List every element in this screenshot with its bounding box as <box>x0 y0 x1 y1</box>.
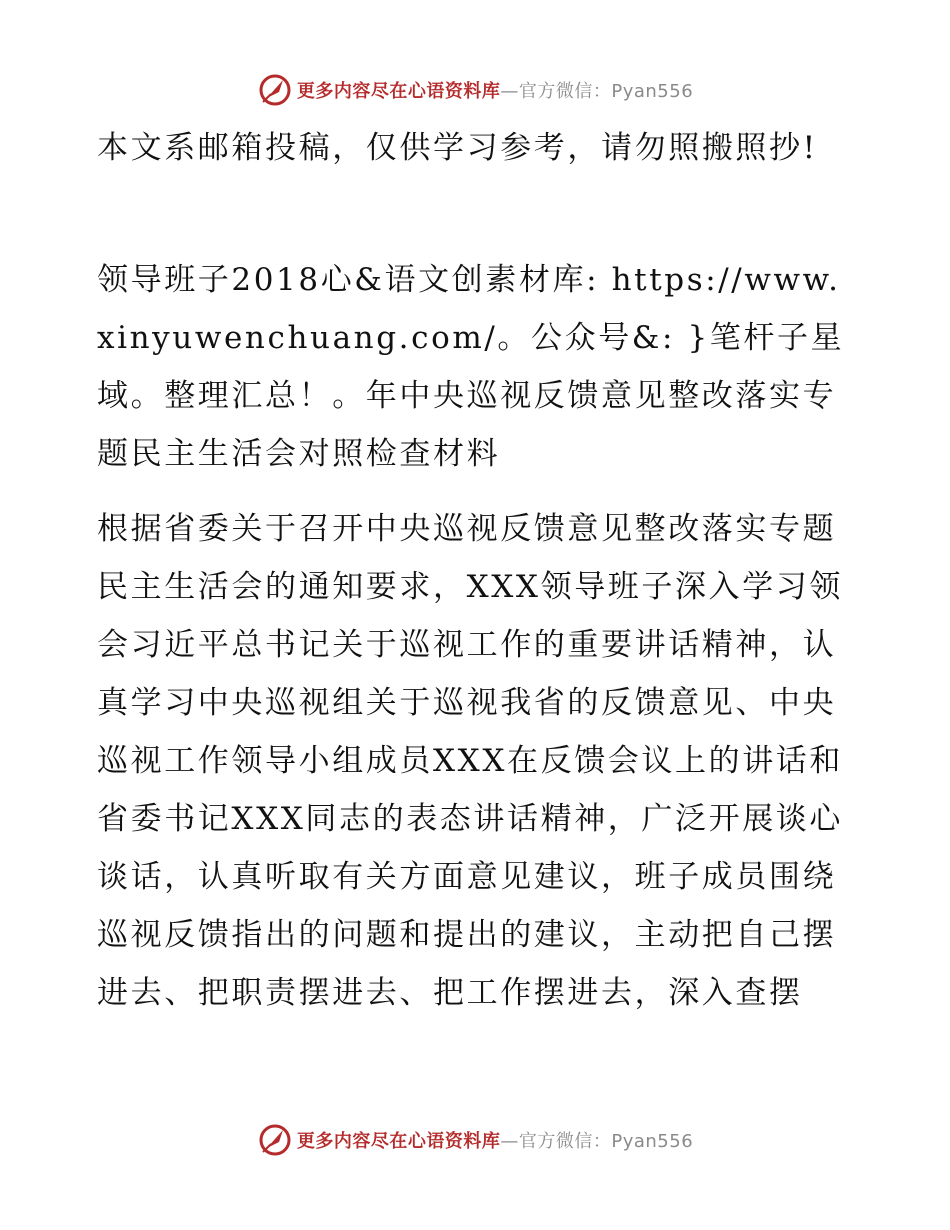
header-watermark <box>0 70 950 110</box>
footer-watermark <box>0 1120 950 1160</box>
watermark-wechat: —官方微信：Pyan556 <box>500 1131 694 1152</box>
watermark-site-name: 更多内容尽在心语资料库 <box>296 81 501 102</box>
title-paragraph: 领导班子2018心&语文创素材库: https://www.xinyuwenchuang.com/。公众号&: }笔杆子星域。整理汇总！。年中央巡视反馈意见整改落实专题民主生活会对照检查材料 <box>97 262 845 472</box>
quill-logo-icon <box>257 1122 293 1158</box>
body-paragraph: 根据省委关于召开中央巡视反馈意见整改落实专题民主生活会的通知要求，XXX领导班子深入学习领会习近平总书记关于巡视工作的重要讲话精神，认真学习中央巡视组关于巡视我省的反馈意见、中央巡视工作领导小组成员XXX在反馈会议上的讲话和省委书记XXX同志的表态讲话精神，广泛开展谈心谈话，认真听取有关方面意见建议，班子成员围绕巡视反馈指出的问题和提出的建议，主动把自己摆进去、把职责摆进去、把工作摆进去，深入查摆 <box>97 511 844 1011</box>
watermark-wechat: —官方微信：Pyan556 <box>500 81 694 102</box>
disclaimer-paragraph: 本文系邮箱投稿，仅供学习参考，请勿照搬照抄! <box>97 130 818 166</box>
quill-logo-icon <box>257 72 293 108</box>
watermark-site-name: 更多内容尽在心语资料库 <box>296 1131 501 1152</box>
